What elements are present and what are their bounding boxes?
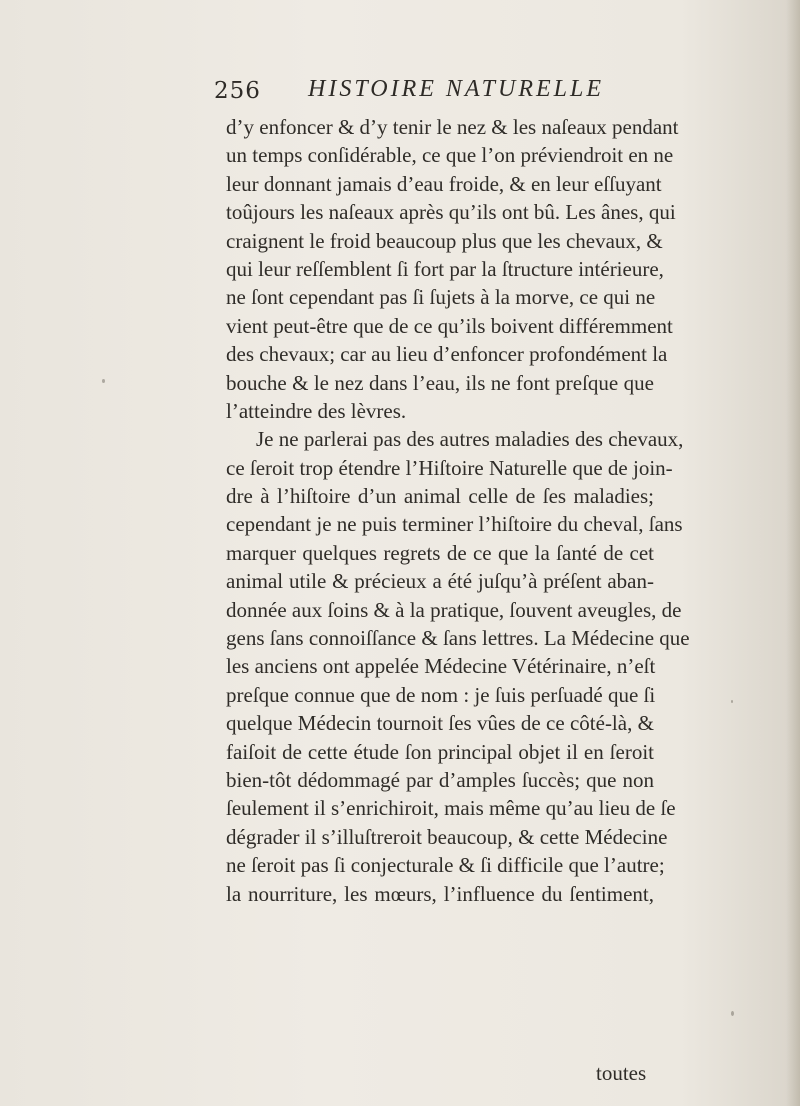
text-line: dégrader il s’illuſtreroit beaucoup, & cette Médecine (226, 824, 668, 849)
paper-speck (731, 700, 733, 703)
text-line: un temps conſidérable, ce que l’on préviendroit en ne (226, 143, 674, 168)
paragraph-end-line: l’atteindre des lèvres. (226, 398, 407, 423)
text-line: la nourriture, les mœurs, l’influence du ſentiment, (226, 881, 654, 906)
text-line: dre à l’hiſtoire d’un animal celle de ſes maladies; (226, 484, 654, 509)
page-number: 256 (214, 78, 261, 104)
text-line: leur donnant jamais d’eau froide, & en leur eſſuyant (226, 171, 662, 196)
text-line: toûjours les naſeaux après qu’ils ont bû. Les ânes, qui (226, 200, 676, 225)
text-line: marquer quelques regrets de ce que la ſanté de cet (226, 540, 654, 565)
paragraph-start-line: Je ne parlerai pas des autres maladies des chevaux, (256, 427, 684, 452)
text-line: qui leur reſſemblent ſi fort par la ſtructure intérieure, (226, 256, 664, 281)
text-line: craignent le froid beaucoup plus que les chevaux, & (226, 228, 663, 253)
body-text (226, 113, 690, 908)
text-line: preſque connue que de nom : je ſuis perſuadé que ſi (226, 682, 656, 707)
text-line: les anciens ont appelée Médecine Vétérinaire, n’eſt (226, 654, 656, 679)
text-line: animal utile & précieux a été juſqu’à préſent aban- (226, 569, 654, 594)
text-line: vient peut-être que de ce qu’ils boivent différemment (226, 313, 673, 338)
running-title: HISTOIRE NATURELLE (308, 76, 605, 102)
text-line: gens ſans connoiſſance & ſans lettres. La Médecine que (226, 626, 690, 651)
text-line: ne ſont cependant pas ſi ſujets à la morve, ce qui ne (226, 285, 656, 310)
paper-speck (731, 1011, 734, 1016)
text-line: faiſoit de cette étude ſon principal objet il en ſeroit (226, 739, 654, 764)
text-line: ſeulement il s’enrichiroit, mais même qu’au lieu de ſe (226, 796, 676, 821)
text-line: d’y enfoncer & d’y tenir le nez & les naſeaux pendant (226, 115, 679, 139)
text-line: des chevaux; car au lieu d’enfoncer profondément la (226, 342, 668, 367)
text-line: ce ſeroit trop étendre l’Hiſtoire Naturelle que de join- (226, 455, 673, 480)
text-line: bouche & le nez dans l’eau, ils ne font preſque que (226, 370, 654, 395)
text-line: donnée aux ſoins & à la pratique, ſouvent aveugles, de (226, 597, 682, 622)
page-edge-shadow (786, 0, 800, 1106)
paper-speck (102, 379, 105, 383)
text-line: ne ſeroit pas ſi conjecturale & ſi difficile que l’autre; (226, 853, 665, 878)
page-header (214, 76, 634, 110)
text-line: quelque Médecin tournoit ſes vûes de ce côté-là, & (226, 711, 654, 736)
text-line: bien-tôt dédommagé par d’amples ſuccès; que non (226, 767, 654, 792)
catchword: toutes (596, 1061, 647, 1085)
text-line: cependant je ne puis terminer l’hiſtoire du cheval, ſans (226, 512, 683, 537)
